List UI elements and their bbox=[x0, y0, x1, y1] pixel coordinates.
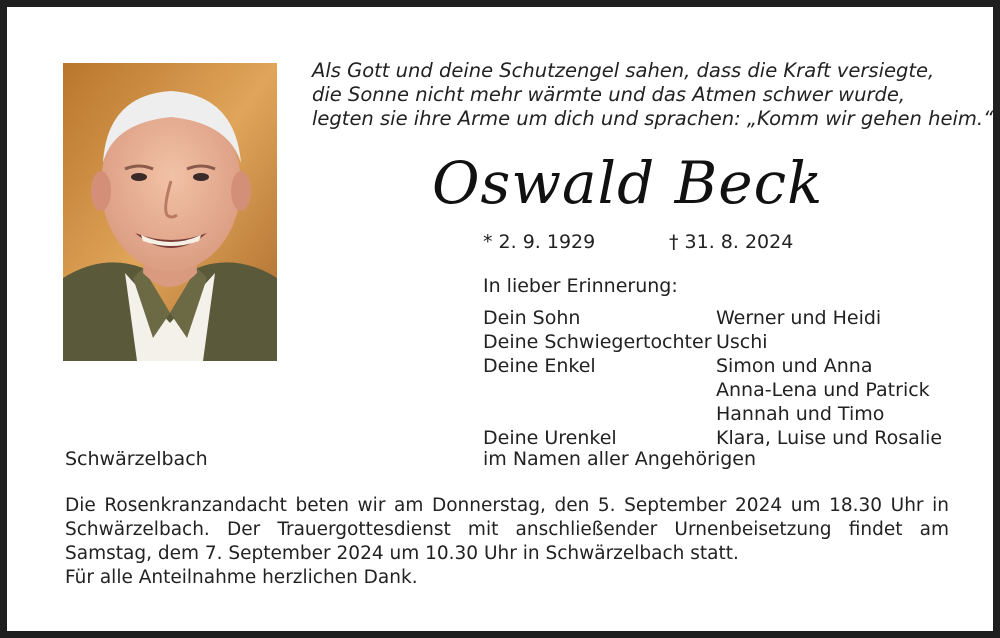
relative-label: Deine Enkel bbox=[483, 355, 596, 377]
death-date: † 31. 8. 2024 bbox=[669, 231, 794, 253]
relative-names: Werner und Heidi bbox=[716, 307, 882, 329]
relative-names: Simon und Anna bbox=[716, 355, 873, 377]
relative-label: Deine Schwiegertochter bbox=[483, 331, 712, 353]
relative-label: Dein Sohn bbox=[483, 307, 581, 329]
portrait-photo bbox=[63, 63, 277, 361]
relative-label: Deine Urenkel bbox=[483, 427, 617, 449]
relative-names: Uschi bbox=[716, 331, 768, 353]
poem-line: legten sie ihre Arme um dich und sprachen: „Komm wir gehen heim.“ bbox=[312, 107, 994, 130]
thanks-line: Für alle Anteilnahme herzlichen Dank. bbox=[65, 567, 418, 588]
memory-heading: In lieber Erinnerung: bbox=[483, 275, 678, 297]
place-name: Schwärzelbach bbox=[65, 448, 208, 470]
relative-names: Klara, Luise und Rosalie bbox=[716, 427, 943, 449]
relative-names: Hannah und Timo bbox=[716, 403, 885, 425]
birth-date: * 2. 9. 1929 bbox=[483, 231, 596, 253]
poem bbox=[312, 59, 994, 131]
portrait-image bbox=[63, 63, 277, 361]
deceased-name: Oswald Beck bbox=[432, 149, 824, 217]
poem-line: Als Gott und deine Schutzengel sahen, dass die Kraft versiegte, bbox=[312, 59, 935, 82]
all-relatives: im Namen aller Angehörigen bbox=[483, 448, 757, 470]
relative-names: Anna-Lena und Patrick bbox=[716, 379, 930, 401]
service-notice: Die Rosenkranzandacht beten wir am Donnerstag, den 5. September 2024 um 18.30 Uhr in Schwärzelbach. Der Trauergottesdienst mit anschließender Urnenbeisetzung findet am Samstag, dem 7. September 2024 um 10.30 Uhr in Schwärzelbach statt. bbox=[65, 495, 949, 564]
poem-line: die Sonne nicht mehr wärmte und das Atmen schwer wurde, bbox=[312, 83, 906, 106]
